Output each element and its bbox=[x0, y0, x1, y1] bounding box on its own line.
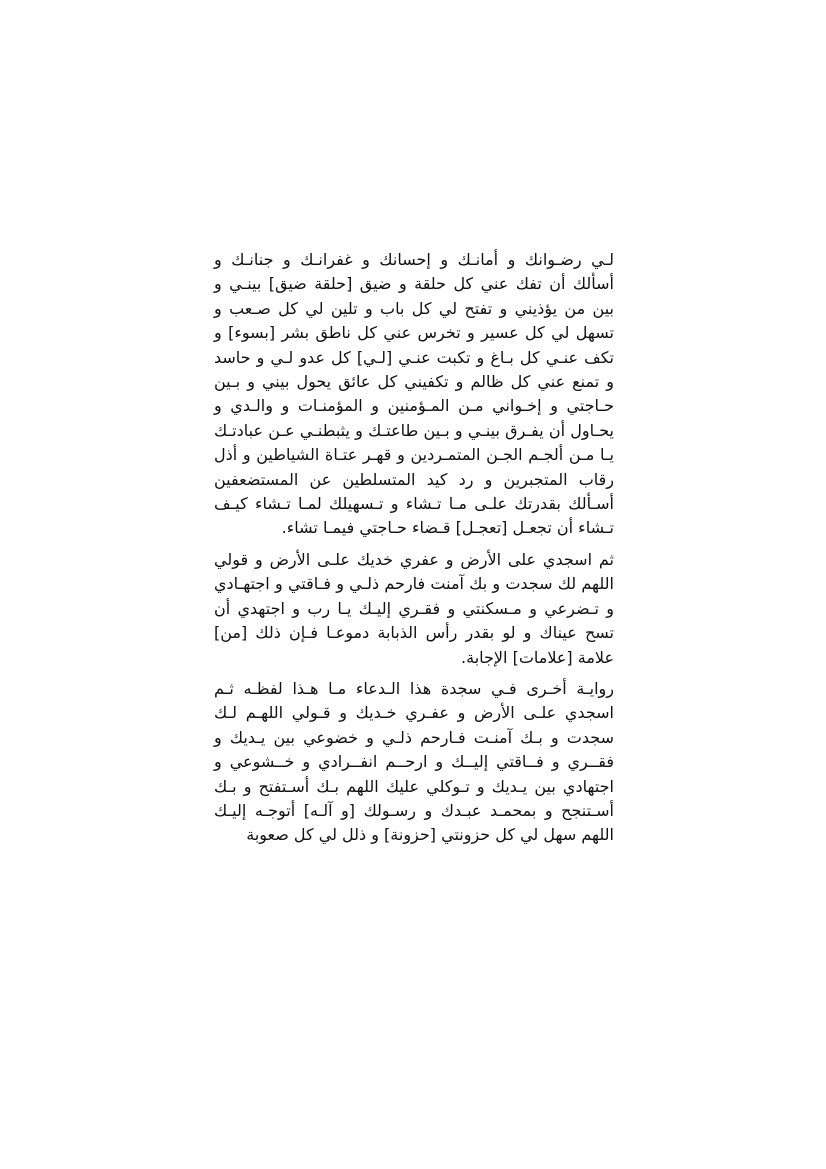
paragraph-3: روايـة أخـرى فـي سجدة هذا الـدعاء مـا هـذا لفظـه ثـم اسجدي علـى الأرض و عفـري خـديك و قـولي اللهـم لـك سجدت و بـك آمنـت فـارحم ذلـي و خضوعي بين يـديك و فقــري و فــاقتي إليــك و ارحــم انفــرادي و خــشوعي و اجتهادي بين يـديك و تـوكلي عليك اللهم بـك أسـتفتح و بـك أسـتنجح و بمحمـد عبـدك و رسـولك [و آلـه] أتوجـه إليـك اللهم سهل لي كل حزونتي [حزونة] و ذلل لي كل صعوبة bbox=[214, 678, 614, 845]
paragraph-2: ثم اسجدي على الأرض و عفري خديك علـى الأرض و قولي اللهم لك سجدت و بك آمنت فارحم ذلـي و فـاقتي و اجتهـادي و تـضرعي و مـسكنتي و فقـري إليـك يـا رب و اجتهدي أن تسح عيناك و لو بقدر رأس الذبابة دموعـا فـإن ذلك [من] علامة [علامات] الإجابة. bbox=[214, 549, 614, 667]
body-text bbox=[214, 248, 614, 848]
paragraph-1: لـي رضـوانك و أمانـك و إحسانك و غفرانـك و جنانـك و أسألك أن تفك عني كل حلقة و ضيق [حلقة ضيق] بينـي و بين من يؤذيني و تفتح لي كل باب و تلين لي كل صـعب و تسهل لي كل عسير و تخرس عني كل ناطق بشر [بسوء] و تكف عنـي كل بـاغ و تكبت عنـي [لـي] كل عدو لـي و حاسد و تمنع عني كل ظالم و تكفيني كل عائق يحول بيني و بـين حـاجتي و إخـواني مـن المـؤمنين و المؤمنـات و والـدي و يحـاول أن يفـرق بينـي و بـين طاعتـك و يثبطنـي عـن عبادتـك يـا مـن ألجـم الجـن المتمـردين و قهـر عتـاة الشياطين و أذل رقاب المتجبرين و رد كيد المتسلطين عن المستضعفين أسـألك بقدرتك علـى مـا تـشاء و تـسهيلك لمـا تـشاء كيـف تـشاء أن تجعـل [تعجـل] قـضاء حـاجتي فيمـا تشاء. bbox=[214, 250, 614, 538]
